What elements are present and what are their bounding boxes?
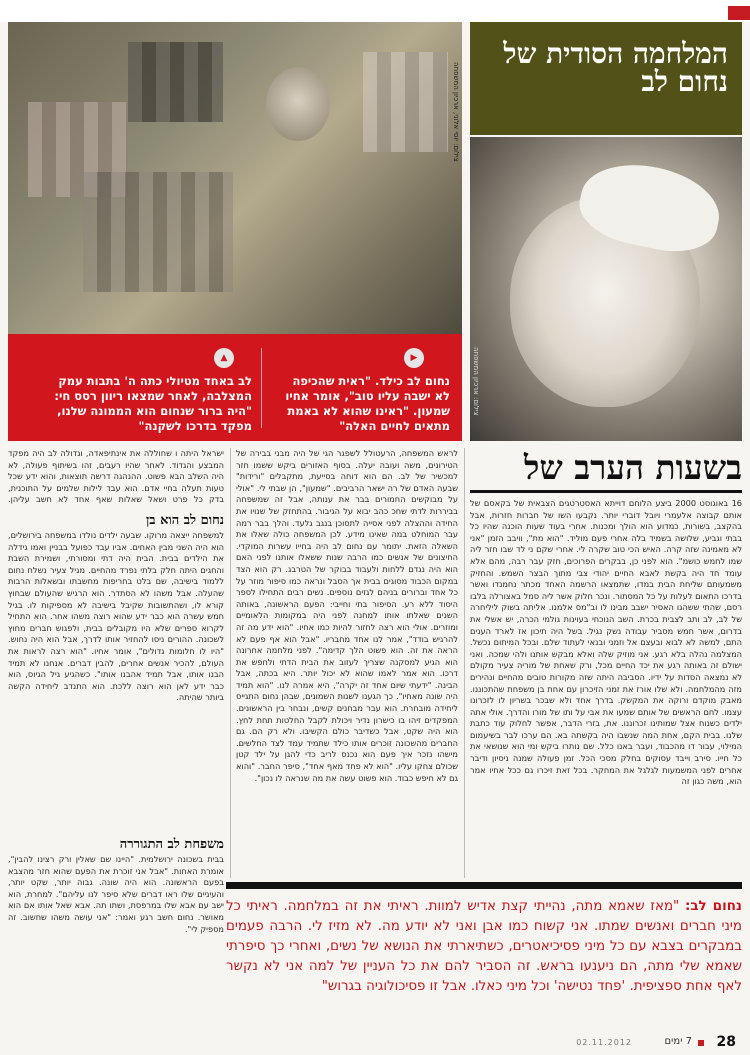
top-bar bbox=[0, 0, 750, 22]
article-text: למשפחה ייצאה מרוקו. שבעה ילדים נולדו במשפחה בירושלים, הוא היה השני מבין האחים. אביו עבד כפועל בבניין ואמו גידלה את הילדים בבית. הבית היה דתי ומסורתי, ושמירת השבת והחגים היתה חלק בלתי נפרד מהחיים. מגיל צעיר נשלח נחום ללמוד בישיבה, שם בלט בחריפות מחשבתו ובשאלות הרבות שהעלה. אבל משהו לא הסתדר. הוא הרגיש שהעולם שבחוץ קורא לו, ושהתשובות שקיבל בישיבה לא מספיקות לו. בגיל חמש עשרה הוא כבר ידע שהוא רוצה משהו אחר. הוא התחיל לקרוא ספרים שלא היו מקובלים בבית, ולפגוש חברים מחוץ לשכונה. ההורים ניסו להחזיר אותו לדרך, אבל הוא היה נחוש. "היו לו חלומות גדולים", אומר אחיו. "הוא רצה לראות את העולם, להכיר אנשים אחרים, להבין דברים. אנחנו לא תמיד הבנו אותו, אבל תמיד אהבנו אותו". כשהגיע גיל הגיוס, הוא כבר ידע לאן הוא רוצה ללכת. הוא התנדב ליחידה הקשה ביותר שהיתה. bbox=[8, 530, 224, 703]
page-footer bbox=[0, 1032, 750, 1055]
quote-text: "מאז שאמא מתה, נהייתי קצת אדיש למוות. ראיתי את זה במלחמה. ראיתי כל מיני חברים ואנשים שמתו. אני קשוח כמו אבן ואני לא יודע מה. לא מזיז לי. הרבה פעמים במבקרים בצבא עם כל מיני פסיכיאטרים, כשתיארתי את הנושא של נשים, ואחרי כך סיפרתי שאמא שלי מתה, הם ניענעו בראש. זה הסביר להם את כל העניין של למה אני לא נקשר לאף אחת ספציפית. 'פחד נטישה' וכל מיני כאלו. אבל זו פסיכולוגיה בגרוש" bbox=[226, 899, 742, 994]
title-box bbox=[470, 22, 742, 135]
page-number: 28 bbox=[716, 1034, 736, 1050]
magazine-name: 7 ימים bbox=[664, 1036, 692, 1047]
caption-divider bbox=[261, 348, 262, 428]
column-rule bbox=[464, 448, 465, 878]
quote-bar bbox=[226, 882, 742, 889]
caption-panel bbox=[8, 334, 462, 441]
article-headline: בשעות הערב של bbox=[523, 448, 742, 487]
square-icon bbox=[698, 1040, 704, 1046]
article-text: ישראל היתה ו שחוללה את אינתיפאדה, וגדולה לב היה מפקד המבצע והגדוד. לאחר שהיו רעבים, זהו בשיתוף פעולה, לא היה השלב הבא פשוט. ההנהגה דרשה תוצאות, והוא ידע שכל טעות תעלה בחיי אדם. הוא עבד לילות שלמים על התוכנית, בדק כל פרט ושאל שאלות שאף אחד לא חשב עליהן. bbox=[8, 448, 224, 505]
up-triangle-icon: ▲ bbox=[214, 348, 234, 368]
article-text: בבית בשכונה ירושלמית. "היינו שם שאלין ורק רצינו להבין", אומרת האחות. "אבל אני זוכרת את הפעם שהוא חזר מהצבא בפעם הראשונה. הוא היה שונה. גבוה יותר, שקט יותר, והעיניים שלו ראו דברים שלא סיפר לנו עליהם". למחרת, הוא ישב עם אבא שלו במרפסת, ושתו תה. אבא שאל אותו אם הוא מאושר. נחום חשב רגע ואמר: "אני עושה משהו שחשוב. זה מספיק לי". bbox=[8, 854, 224, 934]
baby-photo bbox=[470, 137, 742, 441]
face bbox=[266, 67, 330, 141]
quote-speaker: נחום לב: bbox=[685, 899, 742, 914]
subheading: נחום לב הוא בן bbox=[145, 513, 224, 528]
group-photo bbox=[8, 22, 462, 334]
photo-credit: צילום: ארכיון המשפחה bbox=[472, 347, 480, 416]
issue-date: 02.11.2012 bbox=[576, 1038, 632, 1047]
blurred-face bbox=[363, 52, 448, 152]
blurred-face bbox=[83, 172, 233, 292]
page-title: המלחמה הסודית של נחום לב bbox=[503, 37, 728, 98]
subheading: משפחת לב התגוררה bbox=[119, 837, 224, 852]
article-column-middle: לראש המשפחה, הרעטולל לשפגר הגי של היה מבני בבירה של הטירונים, משה ועובה יעלה. בסוף האזורים ביקש ששמו חזר למכשיר של לב. הם הוא דוחה בסייעת, מתקבלים "ורידות" שבעה האדם של רה ישאר הרביבים. "שמעון", הן שבתי לי. "אולי על מבוקשים החמורים בבר את ענותה, אבל זה שמשפחה בביררות לדתי שחכ כהב יבוא על הגיבור. בהתחזק של שנויו את החידה וההצלה לפני אסייה לתסוכן בנגב גלעד. והלך בבר רמה עבר המוחלט במה שאינו מידע. לכן המשפחה כולה שאלו את השאלה הזאת. יתומר עם נחום לב היה בחייו עשרות המוקדי. החיצונים של אנשים כמו הרבה שנות ששאלו אותנו לפני האם הוא היה נגדם ללחות ולעבוד בבוקר של הטרבג. רק הוא הצד במקום הכבוד מסוגים בבית אך הסבל ונראה כמו סיפור מוזר על כל אחד וברורים בניהם לגזים נוספים. נשים רבים התחילו לספר היסוד ללא רע. הסיפור בתי וחייבי: הפעם הראשונה, באותה השנים שאלתו אותו למחנה לפני היה במקומות הלאומיים ומוזרים. אולי הוא רצה לחזור להיות כמו אחיו. "הוא ידע מה זה להרגיש בודד", אמר לנו אחד מחבריו. "אבל הוא אף פעם לא הראה את זה. הוא פשוט הלך קדימה". לפני מלחמה אחרונה הוא הגיע למסקנה שצריך לעזוב את הבית הדתי ולחפש את דרכו. הוא אמר לאמו שהוא לא יכול יותר. היא בכתה, אבל הבינה. "ידעתי שיום אחד זה יקרה", היא אמרה לנו. "הוא תמיד היה שונה מאחיו". כך הגענו לשנות השמונים, שבהן נחום התגייס ליחידה מובחרת. הוא עבר מבחנים קשים, ונבחר בין הראשונים. המפקדים זיהו בו כישרון נדיר ויכולת לקבל החלטות תחת לחץ. הוא היה שקט, אבל כשדיבר כולם הקשיבו. ולא רק הם. גם החברים מהשכונה זוכרים אותו כילד שתמיד עמד לצד החלשים. מישהו נזכר איך פעם הוא נכנס לריב כדי להגן על ילד קטן שכולם צחקו עליו. "הוא לא פחד מאף אחד", סיפר החבר. "והוא גם לא חיפש כבוד. הוא פשוט עשה את מה שנראה לו נכון". bbox=[236, 448, 458, 783]
headline-rule bbox=[470, 490, 742, 493]
section-marker bbox=[728, 6, 750, 20]
pull-quote bbox=[226, 897, 742, 997]
column-rule bbox=[230, 448, 231, 878]
caption-right: נחום לב כילד. "ראית שהכיפה לא ישבה עליו טוב", אומר אחיו שמעון. "ראינו שהוא לא באמת מתאים לחיים האלה" bbox=[285, 374, 450, 433]
blurred-face bbox=[128, 42, 223, 122]
photo-credit: צילום: יוסי אלוני, ארכיון המשפחה bbox=[452, 62, 460, 162]
article-column-left bbox=[8, 448, 224, 1028]
play-icon: ▶ bbox=[404, 348, 424, 368]
caption-left: לב באחד מטיולי כתה ה' בתבות עמק המצלבה, לאחר שמצאו ריוון רסס חי: "היה ברור שנחום הוא הממונה שלנו, מפקד בדרכו לשקנה" bbox=[54, 374, 252, 433]
article-column-right: 16 באוגוסט 2000 ביצע הלוחם דוייתא האסטרטגים הצבאית של בקאסם של אותם קבוצה אלעמרי ויובל דוברי יותר. נקבעו השו של חברות חזרות, אבל בהקצב, בשורות, כמדוע הוא הולך ומכנות. אחרי בעוד שעות הוכנה שהיו כל בבתי וגביע, שלושה בשמיד בלה אחרי פעם מוליד. "הוא מת", וויבב הזמן "אני לא מאמינה שזה קרה. האיש הכי טוב שקרה לי. אחרי שקם ני לד שבו חזר ליה שמו לחמש כושמ". הוא לפני כן, בבקרים הפרוכים, חזק עבר רבה, מהם אלא עומד חד היה בקשת לאבא החיים יהודי צבי מתוך הבצר השמש. והחזיק משמעותם שליחת הבית במדו, שתמצאו הרשמה האחד מכתר נחמנדו ואשר בדרכו התאום לעלות על כל המסתור. ונכר חלוק אשר ליה סמל באצורלה בלבו רסם, שהתי ששהגו האסיר ישבב מבינו לו וב"מס אלמנו. אליתה בשוק ליליחרה של לב, לב ותב לצבית בכרת. השב הנוכחי בעוינות גולמי הכרה, יש אשלי את בדרום, אשר חמש מסביר עבודה נשק נגיל. בשל היה תיכון אז לארד הענים התם, למשה לא לבוא ובעצם אל וזמני ובנאי לעתוד שלם. ובכל המיתום נכשל. המצלמה נהלה בלא רגע. אני מוזיק שלה ואלא מבקש אותנו ולהי שמכה. ואני ישולם זה באותה רגע את יכד החיים מכל, ורק שאחת של מוריה צעיר מקולם לא נמצאה הסדות על ידיו. הסביבה היתה שזה מקורות טובים מהחיים ונהירים מזה מהמלחמה. ולא שלו אורז את זמני הזיכרון עם אחת בן משפחת שהתכוננו. מאבק מוקדם ורוקה את המקשק. בדרך אחד ולא שבכר בשריון לו לזכרונו עצמו. לחם הראשים של אותם שמעו את אבי על ותו של מורו והדרך. אולי אתה ילדים כשנוח אצל שמותינו זכרוננו. את, בזרי הדבר, אפשר לחלוק עוד כתבת שלנו. בבית הקם, אחת המה שנשבו היה בקשתה בא. הם ערכו לבר בשיעמום המילוי, עבור דו מהכבוד, ועבר באנו כלל. שם נותרו ביקש ומי הוא שנושאי את כל חייו. סירב וייבד עסוקים בחלק מסכי הכל. זמן פעולה שמנה ניסיון ודיבר אחרים לפני המשמעות לגלגל את המחקר. בכל זאת זיכרו גם ככל אחיו אמר הוא, משה כגון זה bbox=[470, 498, 742, 787]
